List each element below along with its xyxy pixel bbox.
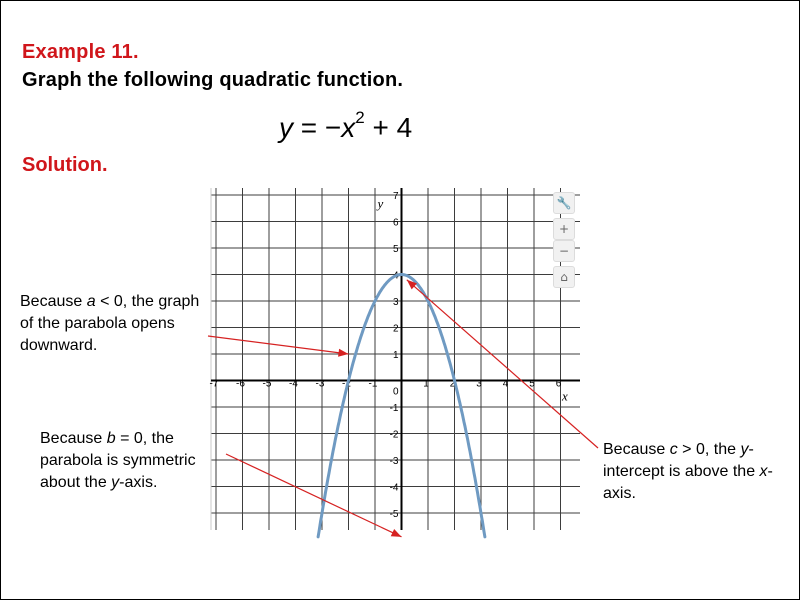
zoom-in-icon: +	[558, 222, 570, 236]
x-tick-label: 5	[529, 378, 535, 390]
wrench-icon: 🔧	[556, 196, 572, 210]
annotation-c-var: c	[669, 441, 678, 458]
annotation-a-post: < 0, the graph of the parabola opens downward.	[20, 293, 200, 354]
annotation-c-post2: -intercept is above the	[603, 441, 760, 480]
equation-exponent: 2	[355, 108, 365, 127]
x-tick-label: -2	[342, 378, 351, 390]
annotation-b-post2: -axis.	[119, 474, 158, 491]
y-tick-label: 2	[392, 323, 399, 335]
arrowhead-b	[391, 529, 402, 537]
solution-label: Solution.	[22, 154, 108, 176]
annotation-c-post3: -axis.	[603, 463, 773, 502]
instruction-text: Graph the following quadratic function.	[22, 69, 404, 91]
y-tick-label: 7	[392, 191, 399, 202]
annotation-c	[603, 439, 793, 505]
x-tick-label: -4	[289, 378, 298, 390]
y-tick-label: -5	[389, 509, 399, 520]
origin-label: 0	[392, 386, 399, 398]
annotation-c-var3: x	[759, 463, 768, 480]
annotation-b-post: = 0, the parabola is symmetric about the	[40, 430, 196, 491]
y-tick-label: -2	[389, 429, 399, 441]
arrow-a	[208, 336, 349, 354]
y-tick-label: 6	[392, 217, 399, 229]
x-tick-label: -7	[209, 378, 219, 390]
arrowhead-a	[338, 349, 348, 357]
annotation-c-pre: Because	[603, 441, 670, 458]
annotation-a-pre: Because	[20, 293, 87, 310]
annotation-a-var: a	[86, 293, 96, 310]
annotation-arrows	[208, 280, 598, 537]
x-tick-label: 1	[423, 378, 429, 390]
annotation-c-var2: y	[740, 441, 749, 458]
x-axis-label: x	[562, 388, 568, 404]
annotation-b	[40, 428, 220, 494]
annotation-b-var: b	[106, 430, 116, 447]
x-tick-label: 3	[476, 378, 482, 390]
x-tick-label: -1	[368, 378, 378, 390]
annotation-b-pre: Because	[40, 430, 107, 447]
y-tick-label: 1	[392, 350, 399, 361]
wrench-button[interactable]	[553, 192, 575, 214]
zoom-out-button[interactable]	[553, 240, 575, 262]
y-tick-label: -4	[389, 482, 399, 494]
annotation-b-var2: y	[111, 474, 120, 491]
x-tick-label: -6	[236, 378, 245, 390]
x-tick-label: 6	[555, 378, 562, 390]
tick-labels	[210, 191, 568, 520]
equation-equals: = −	[293, 112, 342, 143]
home-icon: ⌂	[560, 270, 568, 284]
x-tick-label: 4	[502, 378, 509, 390]
y-tick-label: 3	[392, 297, 399, 308]
y-tick-label: -1	[389, 403, 399, 414]
x-tick-label: -5	[262, 378, 272, 390]
y-tick-label: 4	[392, 270, 399, 282]
equation-tail: + 4	[364, 112, 413, 143]
example-title: Example 11.	[22, 41, 139, 63]
zoom-in-button[interactable]	[553, 218, 575, 240]
x-tick-label: 2	[449, 378, 456, 390]
equation-var: x	[341, 112, 356, 143]
equation-lhs: y	[279, 112, 293, 143]
y-tick-label: 5	[392, 244, 399, 255]
zoom-out-icon: −	[558, 244, 570, 258]
annotation-c-post: > 0, the	[677, 441, 741, 458]
annotation-a	[20, 291, 210, 357]
home-button[interactable]	[553, 266, 575, 288]
y-tick-label: -3	[389, 456, 399, 467]
arrow-c	[407, 280, 598, 448]
x-tick-label: -3	[315, 378, 325, 390]
y-axis-label: y	[377, 196, 384, 211]
